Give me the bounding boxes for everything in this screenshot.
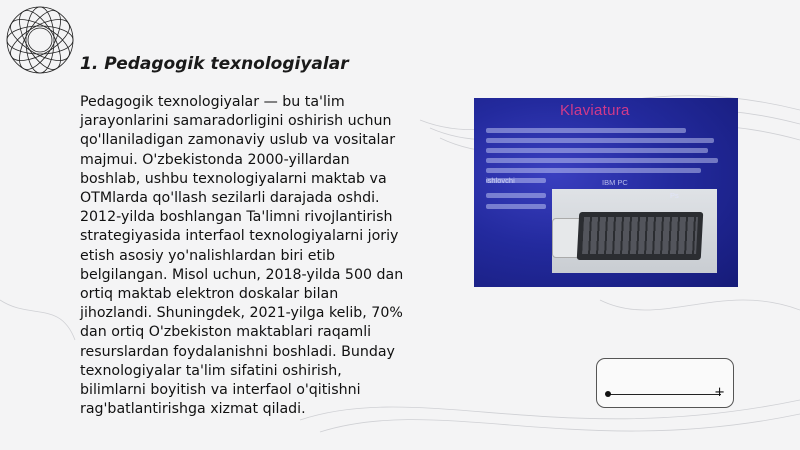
image-heading: Klaviatura bbox=[560, 102, 630, 119]
image-text-line bbox=[486, 168, 701, 173]
slider-widget[interactable] bbox=[596, 358, 734, 408]
body-line: boshlab, ushbu texnologiyalarni maktab va bbox=[80, 170, 387, 187]
body-line: 2012-yilda boshlangan Ta'limni rivojlantirish bbox=[80, 209, 393, 226]
body-line: belgilangan. Misol uchun, 2018-yilda 500 dan bbox=[80, 266, 404, 283]
body-line: OTMlarda qo'llash sezilarli darajada oshdi. bbox=[80, 190, 380, 207]
body-line: bilimlarni boyitish va interfaol o'qitishni bbox=[80, 382, 361, 399]
slider-track[interactable] bbox=[607, 394, 721, 395]
image-snippet: Ps bbox=[670, 191, 679, 200]
slide-title: 1. Pedagogik texnologiyalar bbox=[80, 54, 349, 74]
body-line: ortiq maktab elektron doskalar bilan bbox=[80, 286, 339, 303]
body-line: jihozlandi. Shuningdek, 2021-yilga kelib, 70% bbox=[80, 305, 403, 322]
body-line: Pedagogik texnologiyalar — bu ta'lim bbox=[80, 94, 345, 110]
body-line: dan ortiq O'zbekiston maktablari raqamli bbox=[80, 324, 372, 341]
keyboard-icon bbox=[577, 212, 704, 260]
body-line: jarayonlarini samaradorligini oshirish uchun bbox=[80, 113, 392, 130]
image-text-line bbox=[486, 193, 546, 198]
slide-body-text bbox=[80, 93, 425, 419]
body-line: qo'llaniladigan zamonaviy uslub va vositalar bbox=[80, 132, 396, 149]
keyboard-keys bbox=[582, 217, 698, 254]
body-line: majmui. O'zbekistonda 2000-yillardan bbox=[80, 151, 350, 168]
image-text-line bbox=[486, 138, 714, 143]
plus-icon[interactable]: + bbox=[714, 385, 725, 400]
keyboard-slide-image bbox=[474, 98, 738, 287]
image-snippet: IBM PC bbox=[602, 178, 628, 187]
body-line: rag'batlantirishga xizmat qiladi. bbox=[80, 401, 306, 418]
image-text-line bbox=[486, 128, 686, 133]
body-line: texnologiyalar ta'lim sifatini oshirish, bbox=[80, 362, 342, 379]
slider-handle[interactable] bbox=[605, 391, 611, 397]
image-text-line bbox=[486, 148, 708, 153]
geometric-rosette-icon bbox=[4, 4, 76, 76]
body-line: strategiyasida interfaol texnologiyalarni joriy bbox=[80, 228, 399, 245]
image-text-line bbox=[486, 204, 546, 209]
image-snippet: ishlovchi bbox=[486, 176, 515, 185]
image-text-line bbox=[486, 158, 718, 163]
body-line: etish asosiy yo'nalishlardan biri etib bbox=[80, 247, 335, 264]
body-line: resurslardan foydalanishni boshladi. Bunday bbox=[80, 343, 395, 360]
